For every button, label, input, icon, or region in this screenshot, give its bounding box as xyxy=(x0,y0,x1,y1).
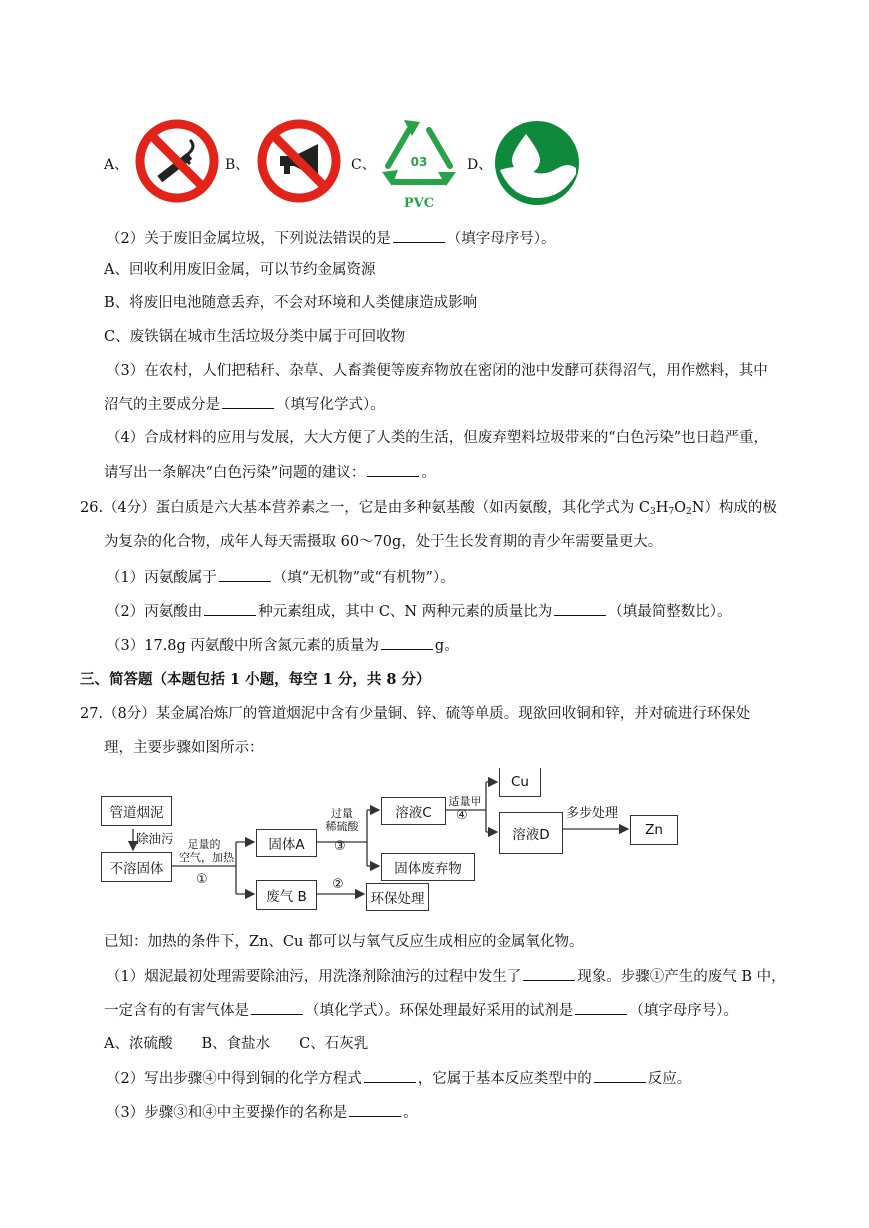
sign-label-b: B、 xyxy=(225,157,250,173)
q25-option-c: C、废铁锅在城市生活垃圾分类中属于可回收物 xyxy=(104,329,406,345)
flow-label-air: 足量的 空气，加热 xyxy=(179,838,234,864)
sign-label-a: A、 xyxy=(104,157,129,173)
sign-label-c: C、 xyxy=(351,157,376,173)
recycle-text: PVC xyxy=(403,196,435,211)
flow-label-step2: ② xyxy=(332,877,344,892)
q27-part2: （2）写出步骤④中得到铜的化学方程式 ，它属于基本反应类型中的 反应。 xyxy=(106,1068,691,1089)
flow-box-gas-b: 废气 B xyxy=(256,880,317,910)
flow-box-solid-a: 固体A xyxy=(256,829,317,857)
q27-known: 已知：加热的条件下，Zn、Cu 都可以与氧气反应生成相应的金属氧化物。 xyxy=(104,934,584,950)
flow-box-insoluble: 不溶固体 xyxy=(101,852,172,882)
flow-label-step1: ① xyxy=(196,872,208,887)
flow-label-step4: ④ xyxy=(456,808,468,823)
q27-options: A、浓硫酸 B、食盐水 C、石灰乳 xyxy=(104,1036,369,1052)
answer-blank[interactable] xyxy=(575,1000,627,1015)
flow-box-env: 环保处理 xyxy=(366,883,429,911)
q25-part3-line2: 沼气的主要成分是 （填写化学式）。 xyxy=(104,394,385,415)
answer-blank[interactable] xyxy=(251,1000,303,1015)
flow-label-acid: 过量 稀硫酸 xyxy=(325,807,359,833)
q27-part3: （3）步骤③和④中主要操作的名称是 。 xyxy=(106,1102,418,1123)
flow-label-reagent: 适量甲 xyxy=(448,795,482,808)
q27-part1-line2: 一定含有的有害气体是 （填化学式）。环保处理最好采用的试剂是 （填字母序号）。 xyxy=(104,1000,738,1021)
flow-label-multistep: 多步处理 xyxy=(566,806,619,821)
recycle-number: 03 xyxy=(410,155,428,169)
q26-line2: 为复杂的化合物，成年人每天需摄取 60～70g，处于生长发育期的青少年需要量更大。 xyxy=(104,534,663,550)
answer-blank[interactable] xyxy=(349,1102,401,1117)
q25-part4-line2: 请写出一条解决“白色污染”问题的建议： 。 xyxy=(104,462,436,483)
flow-box-sludge: 管道烟泥 xyxy=(101,796,172,826)
flow-label-degrease: 除油污 xyxy=(136,831,174,846)
q25-part4-line1: （4）合成材料的应用与发展，大大方便了人类的生活，但废弃塑料垃圾带来的“白色污染”也日趋严重， xyxy=(106,430,769,446)
q26-part1: （1）丙氨酸属于 （填“无机物”或“有机物”）。 xyxy=(106,567,455,588)
q25-option-b: B、将废旧电池随意丢弃，不会对环境和人类健康造成影响 xyxy=(104,295,478,311)
section-heading: 三、简答题（本题包括 1 小题，每空 1 分，共 8 分） xyxy=(80,671,431,688)
q26-part3: （3）17.8g 丙氨酸中所含氮元素的质量为 g。 xyxy=(106,635,459,656)
flow-box-solution-c: 溶液C xyxy=(381,797,446,825)
answer-blank[interactable] xyxy=(523,966,575,981)
q27-part1-line1: （1）烟泥最初处理需要除油污，用洗涤剂除油污的过程中发生了 现象。步骤①产生的废气 B 中， xyxy=(106,966,786,987)
flow-box-zn: Zn xyxy=(630,815,678,845)
q27-line2: 理，主要步骤如图所示： xyxy=(104,740,264,756)
answer-blank[interactable] xyxy=(364,1068,416,1083)
answer-blank[interactable] xyxy=(594,1068,646,1083)
flow-box-cu: Cu xyxy=(499,768,541,797)
q25-part3-line1: （3）在农村，人们把秸秆、杂草、人畜粪便等废弃物放在密闭的池中发酵可获得沼气，用作燃料，其中 xyxy=(106,363,768,379)
q26-part2: （2）丙氨酸由 种元素组成，其中 C、N 两种元素的质量比为 （填最简整数比）。 xyxy=(106,601,731,622)
flow-label-step3: ③ xyxy=(334,839,346,854)
flow-box-solid-waste: 固体废弃物 xyxy=(381,853,475,881)
sign-label-d: D、 xyxy=(467,157,493,173)
flow-box-solution-d: 溶液D xyxy=(499,812,563,854)
q25-part2: （2）关于废旧金属垃圾，下列说法错误的是 （填字母序号）。 xyxy=(106,228,555,249)
q26-line1: 26.（4分）蛋白质是六大基本营养素之一，它是由多种氨基酸（如丙氨酸，其化学式为 $C_3H_7O_2N$）构成的极 xyxy=(80,500,777,517)
q25-option-a: A、回收利用废旧金属，可以节约金属资源 xyxy=(104,262,376,278)
q27-line1: 27.（8分）某金属冶炼厂的管道烟泥中含有少量铜、锌、硫等单质。现欲回收铜和锌，并对硫进行环保处 xyxy=(80,706,751,722)
